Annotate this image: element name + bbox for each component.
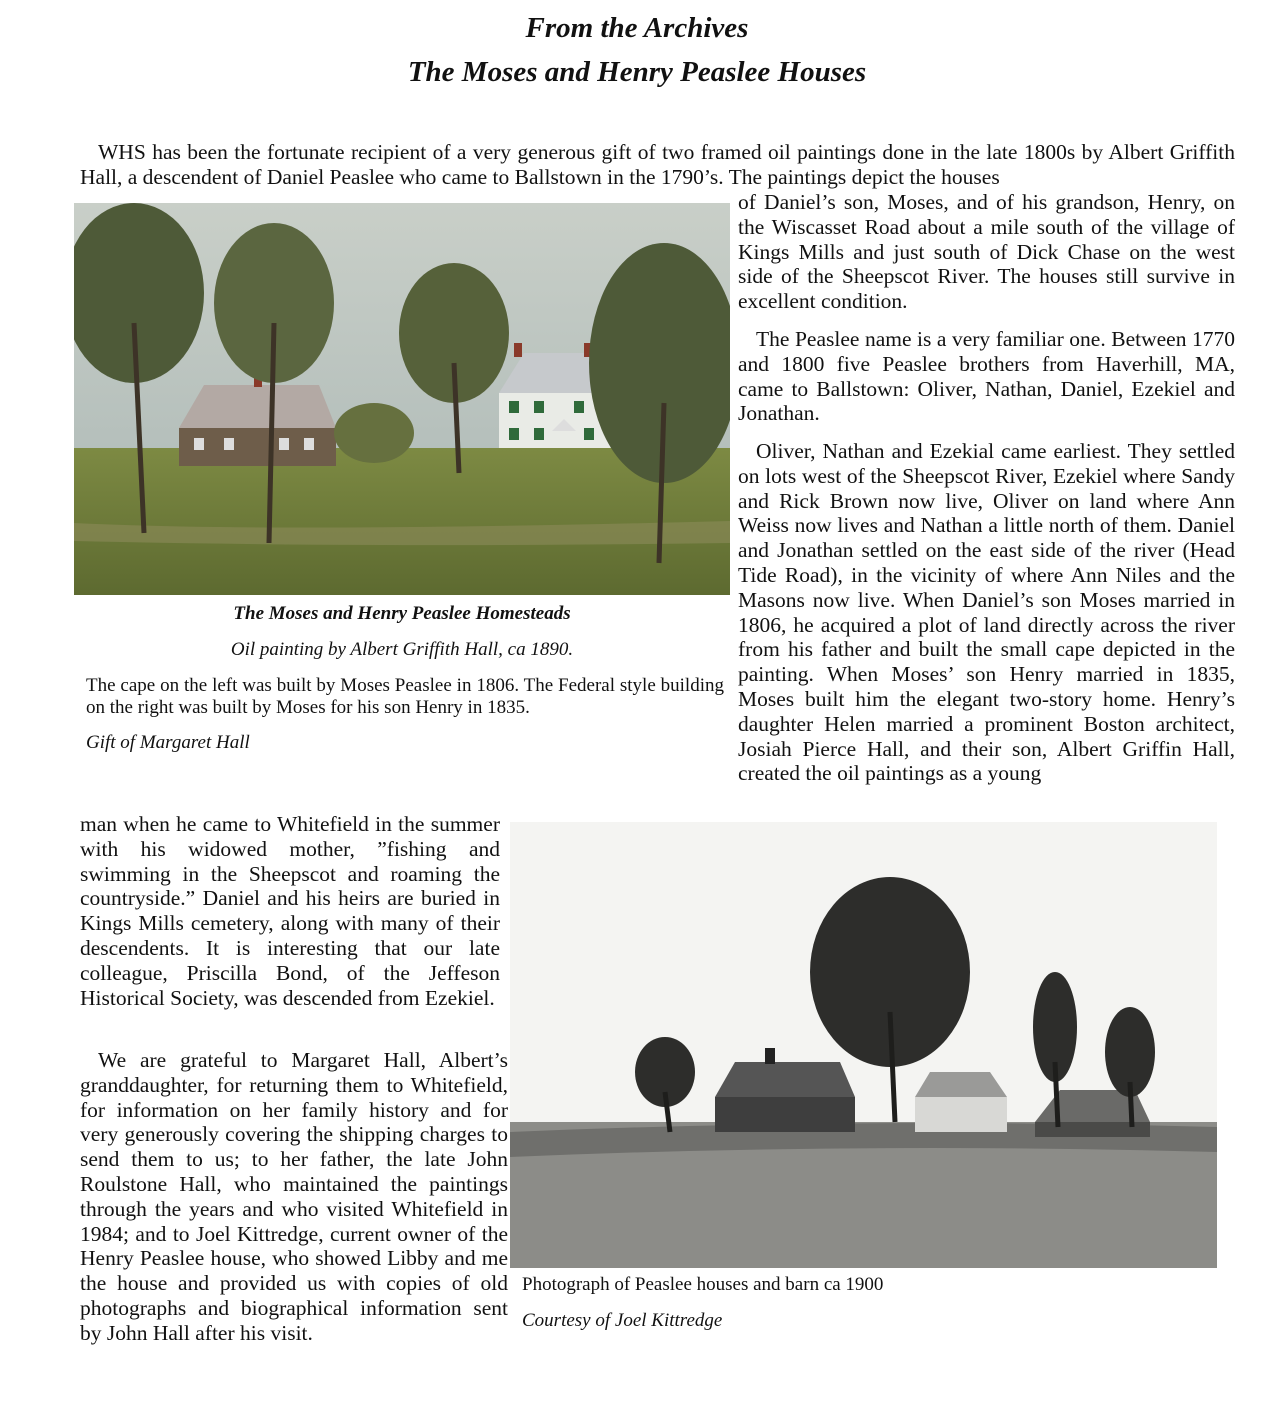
painting-caption-credit: Oil painting by Albert Griffith Hall, ca 1890. [230, 639, 574, 660]
kicker: From the Archives [525, 12, 749, 44]
intro-paragraph: WHS has been the fortunate recipient of a very generous gift of two framed oil paintings done in the late 1800s by Albert Griffith Hall, a descendent of Daniel Peaslee who came to Ballstown in the 1790’s. The paintings depict the houses [80, 140, 1235, 189]
left-paragraph-2: We are grateful to Margaret Hall, Albert’s granddaughter, for returning them to Whitefield, for information on her family history and for very generously covering the shipping charges to send them to us; to her father, the late John Roulstone Hall, who maintained the paintings through the years and who visited Whitefield in 1984; and to Joel Kittredge, current owner of the Henry Peaslee house, who showed Libby and me the house and provided us with copies of old photographs and biographical information sent by John Hall after his visit. [80, 1048, 508, 1345]
oil-painting [74, 203, 730, 595]
historic-photograph [510, 822, 1217, 1268]
painting-caption-gift: Gift of Margaret Hall [86, 732, 250, 753]
photo-caption-title: Photograph of Peaslee houses and barn ca 1900 [522, 1274, 884, 1295]
painting-caption-description: The cape on the left was built by Moses Peaslee in 1806. The Federal style building on the right was built by Moses for his son Henry in 1835. [86, 675, 724, 718]
page-title: The Moses and Henry Peaslee Houses [407, 56, 867, 88]
left-paragraph-1: man when he came to Whitefield in the summer with his widowed mother, ”fishing and swimming in the Sheepscot and roaming the countryside.” Daniel and his heirs are buried in Kings Mills cemetery, along with many of their descendents. It is interesting that our late colleague, Priscilla Bond, of the Jeffeson Historical Society, was descended from Ezekiel. [80, 812, 500, 1010]
right-paragraph-3: Oliver, Nathan and Ezekial came earliest. They settled on lots west of the Sheepscot River, Ezekiel where Sandy and Rick Brown now live, Oliver on land where Ann Weiss now lives and Nathan a little north of them. Daniel and Jonathan settled on the east side of the river (Head Tide Road), in the vicinity of where Ann Niles and the Masons now live. When Daniel’s son Moses married in 1806, he acquired a plot of land directly across the river from his father and built the small cape depicted in the painting. When Moses’ son Henry married in 1835, Moses built him the elegant two-story home. Henry’s daughter Helen married a prominent Boston architect, Josiah Pierce Hall, and their son, Albert Griffin Hall, created the oil paintings as a young [738, 439, 1235, 786]
right-paragraph-1: of Daniel’s son, Moses, and of his grandson, Henry, on the Wiscasset Road about a mile south of the village of Kings Mills and just south of Dick Chase on the west side of the Sheepscot River. The houses still survive in excellent condition. [738, 190, 1235, 314]
photo-caption-courtesy: Courtesy of Joel Kittredge [522, 1310, 723, 1331]
painting-caption-title: The Moses and Henry Peaslee Homesteads [233, 603, 571, 624]
right-paragraph-2: The Peaslee name is a very familiar one. Between 1770 and 1800 five Peaslee brothers from Haverhill, MA, came to Ballstown: Oliver, Nathan, Daniel, Ezekiel and Jonathan. [738, 327, 1235, 426]
